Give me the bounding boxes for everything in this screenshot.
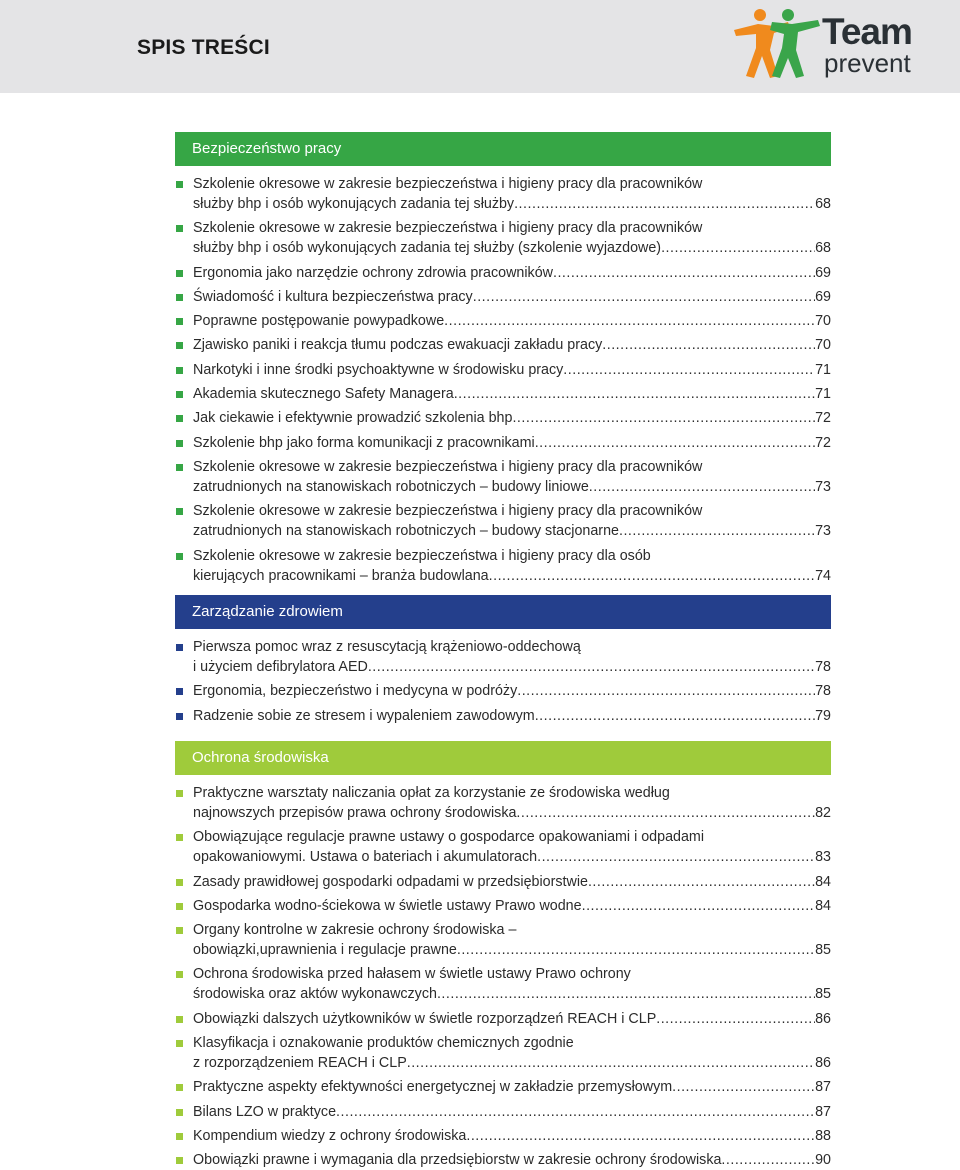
entry-title: opakowaniowymi. Ustawa o bateriach i akumulatorach xyxy=(193,849,538,866)
dot-leader xyxy=(553,263,815,283)
toc-entry[interactable] xyxy=(175,263,831,283)
page-number: 82 xyxy=(815,805,831,821)
toc-entry[interactable] xyxy=(175,335,831,355)
entry-last-line xyxy=(193,1009,831,1029)
dot-leader xyxy=(368,657,815,677)
entry-title: i użyciem defibrylatora AED xyxy=(193,659,368,675)
page-number: 86 xyxy=(815,1010,831,1027)
square-bullet-icon xyxy=(176,834,183,841)
entry-last-line xyxy=(193,1126,831,1146)
entry-title: Szkolenie bhp jako forma komunikacji z pracownikami xyxy=(193,434,535,451)
square-bullet-icon xyxy=(176,391,183,398)
square-bullet-icon xyxy=(176,879,183,886)
section-header[interactable]: Zarządzanie zdrowiem xyxy=(175,595,831,629)
dot-leader xyxy=(588,872,815,892)
entry-last-line xyxy=(193,360,831,380)
dot-leader xyxy=(437,984,815,1004)
page-number: 85 xyxy=(815,986,831,1003)
square-bullet-icon xyxy=(176,1109,183,1116)
entry-title-line: Szkolenie okresowe w zakresie bezpieczeństwa i higieny pracy dla pracowników xyxy=(193,176,703,192)
entry-title: zatrudnionych na stanowiskach robotniczych – budowy stacjonarne xyxy=(193,523,619,540)
dot-leader xyxy=(512,408,815,428)
dot-leader xyxy=(661,238,815,258)
entry-last-line xyxy=(193,872,831,892)
square-bullet-icon xyxy=(176,367,183,374)
toc-list xyxy=(175,783,831,1170)
square-bullet-icon xyxy=(176,713,183,720)
entry-last-line xyxy=(193,311,831,331)
toc-entry[interactable] xyxy=(175,827,831,867)
page-number: 83 xyxy=(815,849,831,866)
toc-entry[interactable] xyxy=(175,384,831,404)
entry-last-line xyxy=(193,940,831,960)
square-bullet-icon xyxy=(176,644,183,651)
toc-entry[interactable] xyxy=(175,1077,831,1097)
entry-last-line xyxy=(193,263,831,283)
square-bullet-icon xyxy=(176,971,183,978)
toc-entry[interactable] xyxy=(175,706,831,726)
dot-leader xyxy=(514,194,815,214)
entry-last-line xyxy=(193,1150,831,1170)
page-number: 79 xyxy=(815,707,831,724)
toc-entry[interactable] xyxy=(175,1033,831,1073)
entry-last-line xyxy=(193,984,831,1004)
entry-title: Radzenie sobie ze stresem i wypaleniem zawodowym xyxy=(193,707,535,724)
entry-title: służby bhp i osób wykonujących zadania tej służby (szkolenie wyjazdowe) xyxy=(193,240,662,257)
page-number: 74 xyxy=(815,567,831,584)
square-bullet-icon xyxy=(176,688,183,695)
entry-title: Gospodarka wodno-ściekowa w świetle ustawy Prawo wodne xyxy=(193,897,582,914)
entry-title: Praktyczne aspekty efektywności energetycznej w zakładzie przemysłowym xyxy=(193,1079,673,1096)
toc-entry[interactable] xyxy=(175,872,831,892)
dot-leader xyxy=(619,521,815,541)
toc-list xyxy=(175,637,831,726)
entry-title: Ergonomia, bezpieczeństwo i medycyna w podróży xyxy=(193,683,518,700)
toc-entry[interactable] xyxy=(175,1102,831,1122)
entry-last-line xyxy=(193,238,831,258)
square-bullet-icon xyxy=(176,270,183,277)
square-bullet-icon xyxy=(176,415,183,422)
entry-last-line xyxy=(193,681,831,701)
page-number: 87 xyxy=(815,1103,831,1120)
page-number: 85 xyxy=(815,942,831,959)
page-number: 86 xyxy=(815,1055,831,1072)
square-bullet-icon xyxy=(176,903,183,910)
entry-title: Zasady prawidłowej gospodarki odpadami w przedsiębiorstwie xyxy=(193,873,588,890)
logo-word-team: Team xyxy=(822,11,912,52)
entry-last-line xyxy=(193,287,831,307)
square-bullet-icon xyxy=(176,790,183,797)
entry-last-line xyxy=(193,847,831,867)
toc-entry[interactable] xyxy=(175,546,831,586)
dot-leader xyxy=(444,311,815,331)
square-bullet-icon xyxy=(176,927,183,934)
entry-last-line xyxy=(193,1102,831,1122)
square-bullet-icon xyxy=(176,553,183,560)
entry-last-line xyxy=(193,384,831,404)
page-number: 72 xyxy=(815,410,831,427)
dot-leader xyxy=(672,1077,815,1097)
dot-leader xyxy=(473,287,815,307)
entry-last-line xyxy=(193,408,831,428)
page-number: 84 xyxy=(815,873,831,890)
page-title: SPIS TREŚCI xyxy=(137,36,270,59)
entry-title-line: Organy kontrolne w zakresie ochrony środowiska – xyxy=(193,922,517,939)
entry-last-line xyxy=(193,1053,831,1073)
dot-leader xyxy=(407,1053,815,1073)
entry-title-line: Szkolenie okresowe w zakresie bezpieczeństwa i higieny pracy dla pracowników xyxy=(193,220,703,237)
logo-word-prevent: prevent xyxy=(824,48,911,78)
square-bullet-icon xyxy=(176,225,183,232)
toc-entry[interactable] xyxy=(175,896,831,916)
entry-title: z rozporządzeniem REACH i CLP xyxy=(193,1055,407,1072)
entry-title: najnowszych przepisów prawa ochrony środowiska xyxy=(193,805,517,821)
team-prevent-logo[interactable] xyxy=(728,6,928,86)
dot-leader xyxy=(489,566,815,586)
entry-title-line: Szkolenie okresowe w zakresie bezpieczeństwa i higieny pracy dla osób xyxy=(193,547,651,564)
toc-entry[interactable] xyxy=(175,1126,831,1146)
square-bullet-icon xyxy=(176,1157,183,1164)
entry-last-line xyxy=(193,1077,831,1097)
toc-entry[interactable] xyxy=(175,218,831,258)
toc-entry[interactable] xyxy=(175,457,831,497)
page-number: 78 xyxy=(815,659,831,675)
entry-title: Jak ciekawie i efektywnie prowadzić szkolenia bhp xyxy=(193,410,513,427)
two-figures-logo-icon xyxy=(728,6,824,86)
toc-entry[interactable] xyxy=(175,637,831,677)
entry-last-line xyxy=(193,194,831,214)
entry-title-line: Pierwsza pomoc wraz z resuscytacją krążeniowo-oddechową xyxy=(193,639,581,655)
toc-entry[interactable] xyxy=(175,287,831,307)
dot-leader xyxy=(336,1102,815,1122)
square-bullet-icon xyxy=(176,342,183,349)
entry-last-line xyxy=(193,803,831,823)
entry-title: Obowiązki prawne i wymagania dla przedsiębiorstw w zakresie ochrony środowiska xyxy=(193,1152,722,1169)
square-bullet-icon xyxy=(176,181,183,188)
square-bullet-icon xyxy=(176,318,183,325)
entry-title: Kompendium wiedzy z ochrony środowiska xyxy=(193,1127,467,1144)
toc-section xyxy=(175,132,831,586)
square-bullet-icon xyxy=(176,1084,183,1091)
toc-entry[interactable] xyxy=(175,360,831,380)
entry-title: obowiązki,uprawnienia i regulacje prawne xyxy=(193,942,457,959)
square-bullet-icon xyxy=(176,1133,183,1140)
entry-last-line xyxy=(193,433,831,453)
entry-title-line: Praktyczne warsztaty naliczania opłat za korzystanie ze środowiska według xyxy=(193,785,670,801)
entry-title: służby bhp i osób wykonujących zadania tej służby xyxy=(193,196,515,212)
square-bullet-icon xyxy=(176,294,183,301)
entry-title-line: Ochrona środowiska przed hałasem w świetle ustawy Prawo ochrony xyxy=(193,966,631,983)
section-header[interactable]: Ochrona środowiska xyxy=(175,741,831,775)
toc-entry[interactable] xyxy=(175,964,831,1004)
dot-leader xyxy=(589,477,815,497)
dot-leader xyxy=(563,360,815,380)
entry-last-line xyxy=(193,657,831,677)
entry-title: Poprawne postępowanie powypadkowe xyxy=(193,313,445,330)
page-number: 73 xyxy=(815,478,831,495)
toc-entry[interactable] xyxy=(175,681,831,701)
dot-leader xyxy=(454,384,815,404)
dot-leader xyxy=(602,335,815,355)
toc-entry[interactable] xyxy=(175,783,831,823)
dot-leader xyxy=(457,940,815,960)
page-number: 71 xyxy=(815,361,831,378)
entry-last-line xyxy=(193,477,831,497)
toc-entry[interactable] xyxy=(175,408,831,428)
toc-entry[interactable] xyxy=(175,311,831,331)
entry-last-line xyxy=(193,706,831,726)
toc-section xyxy=(175,741,831,1170)
dot-leader xyxy=(466,1126,815,1146)
page-number: 72 xyxy=(815,434,831,451)
dot-leader xyxy=(656,1009,815,1029)
page-number: 70 xyxy=(815,337,831,354)
entry-title: Bilans LZO w praktyce xyxy=(193,1103,337,1120)
entry-title: Zjawisko paniki i reakcja tłumu podczas ewakuacji zakładu pracy xyxy=(193,337,603,354)
entry-title: zatrudnionych na stanowiskach robotniczych – budowy liniowe xyxy=(193,478,589,495)
entry-title: Akademia skutecznego Safety Managera xyxy=(193,386,454,403)
dot-leader xyxy=(721,1150,815,1170)
section-header[interactable]: Bezpieczeństwo pracy xyxy=(175,132,831,166)
square-bullet-icon xyxy=(176,440,183,447)
entry-title-line: Obowiązujące regulacje prawne ustawy o gospodarce opakowaniami i odpadami xyxy=(193,829,705,846)
entry-title-line: Szkolenie okresowe w zakresie bezpieczeństwa i higieny pracy dla pracowników xyxy=(193,458,703,475)
dot-leader xyxy=(535,706,815,726)
page-number: 73 xyxy=(815,523,831,540)
page-number: 70 xyxy=(815,313,831,330)
entry-title: kierujących pracownikami – branża budowlana xyxy=(193,567,489,584)
page-number: 69 xyxy=(815,288,831,305)
page-number: 69 xyxy=(815,264,831,281)
page-number: 88 xyxy=(815,1127,831,1144)
toc-list xyxy=(175,174,831,586)
page-number: 84 xyxy=(815,897,831,914)
square-bullet-icon xyxy=(176,1040,183,1047)
page-number: 68 xyxy=(815,196,831,212)
dot-leader xyxy=(535,433,815,453)
entry-title: Narkotyki i inne środki psychoaktywne w środowisku pracy xyxy=(193,361,564,378)
toc-entry[interactable] xyxy=(175,501,831,541)
square-bullet-icon xyxy=(176,464,183,471)
page-number: 90 xyxy=(815,1152,831,1169)
toc-entry[interactable] xyxy=(175,920,831,960)
entry-title: Ergonomia jako narzędzie ochrony zdrowia pracowników xyxy=(193,264,553,281)
toc-entry[interactable] xyxy=(175,174,831,214)
entry-last-line xyxy=(193,896,831,916)
entry-title-line: Klasyfikacja i oznakowanie produktów chemicznych zgodnie xyxy=(193,1035,574,1052)
page-number: 87 xyxy=(815,1079,831,1096)
entry-last-line xyxy=(193,521,831,541)
dot-leader xyxy=(582,896,816,916)
entry-title-line: Szkolenie okresowe w zakresie bezpieczeństwa i higieny pracy dla pracowników xyxy=(193,503,703,520)
entry-title: Obowiązki dalszych użytkowników w świetle rozporządzeń REACH i CLP xyxy=(193,1010,657,1027)
square-bullet-icon xyxy=(176,1016,183,1023)
page-number: 78 xyxy=(815,683,831,700)
page-number: 68 xyxy=(815,240,831,257)
square-bullet-icon xyxy=(176,508,183,515)
dot-leader xyxy=(516,803,815,823)
toc-entry[interactable] xyxy=(175,1150,831,1170)
entry-title: środowiska oraz aktów wykonawczych xyxy=(193,986,437,1003)
entry-last-line xyxy=(193,335,831,355)
dot-leader xyxy=(537,847,815,867)
toc-entry[interactable] xyxy=(175,433,831,453)
entry-title: Świadomość i kultura bezpieczeństwa pracy xyxy=(193,288,473,305)
page-number: 71 xyxy=(815,386,831,403)
toc-section xyxy=(175,595,831,726)
dot-leader xyxy=(517,681,815,701)
entry-last-line xyxy=(193,566,831,586)
toc-entry[interactable] xyxy=(175,1009,831,1029)
